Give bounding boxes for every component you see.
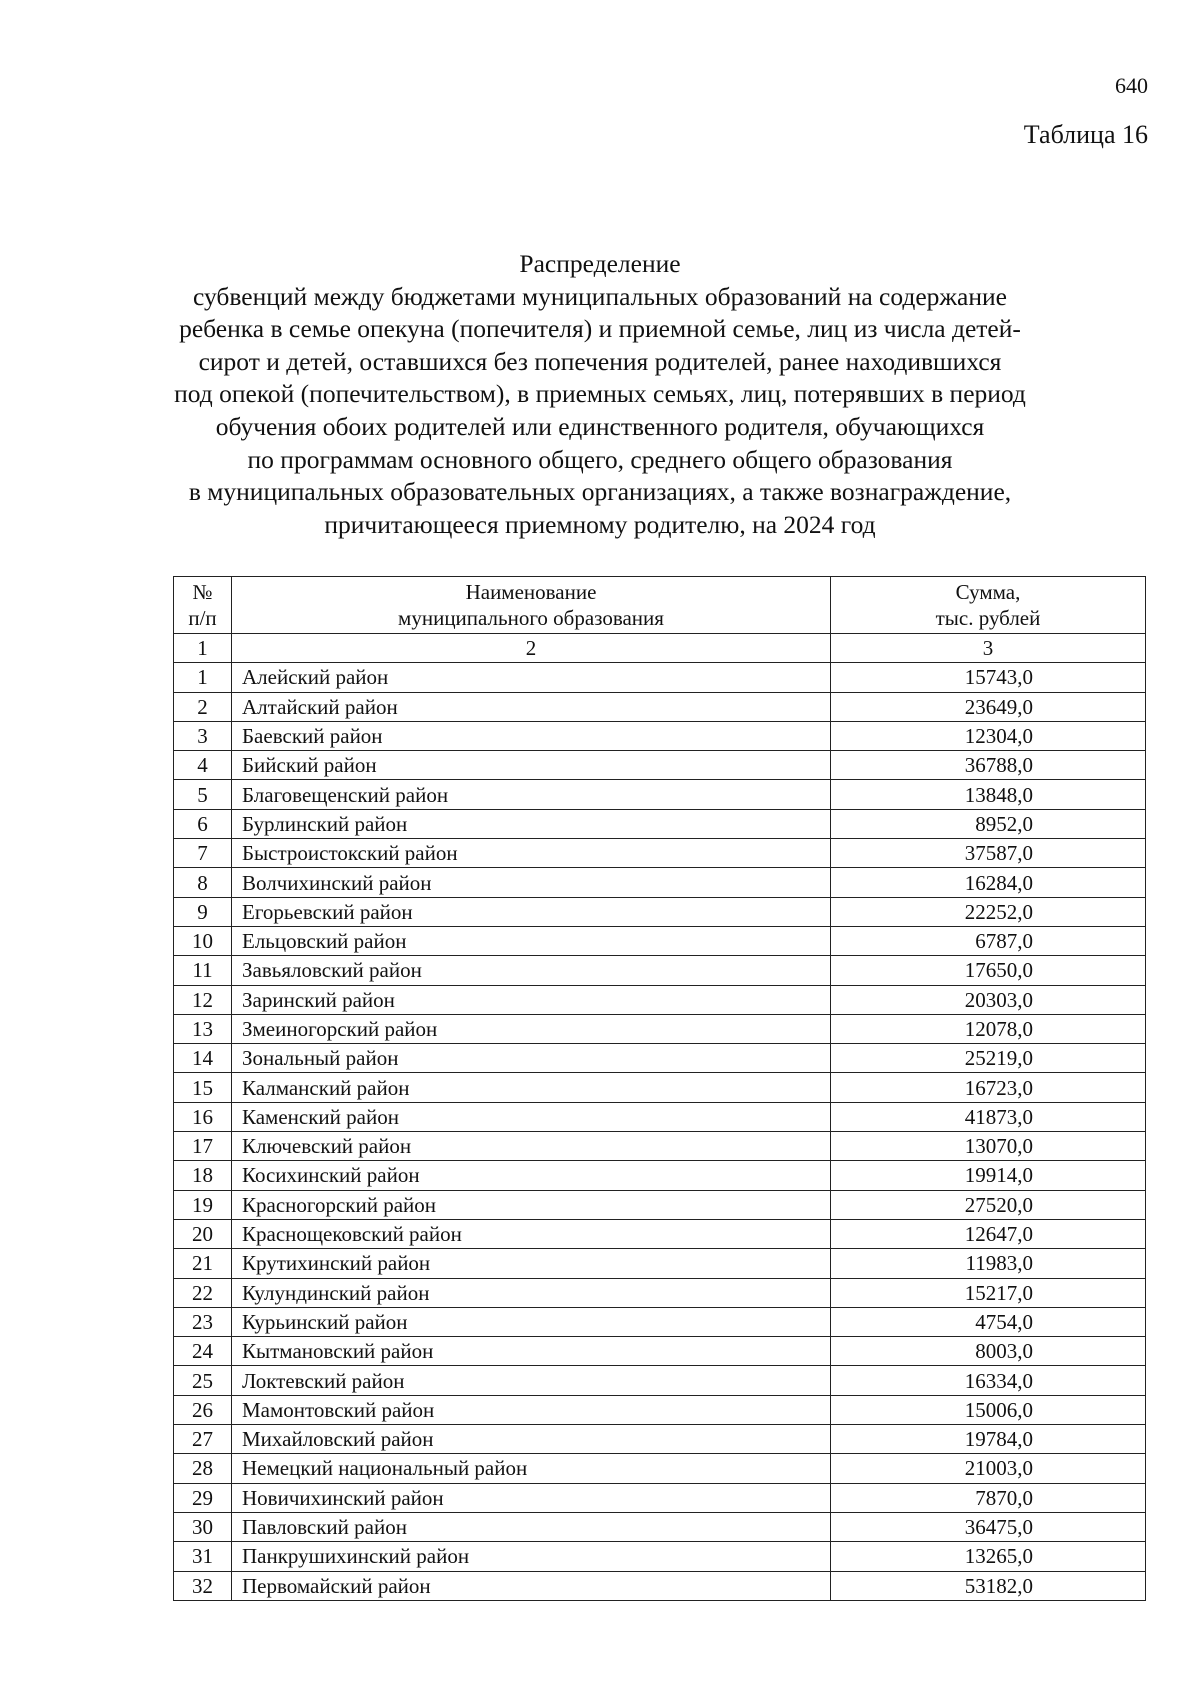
municipality-name: Егорьевский район — [232, 897, 831, 926]
municipality-name: Кулундинский район — [232, 1278, 831, 1307]
table-row — [174, 868, 1146, 897]
municipality-name: Ельцовский район — [232, 926, 831, 955]
row-number: 10 — [174, 926, 232, 955]
heading-line: причитающееся приемному родителю, на 2024 год — [324, 509, 876, 539]
row-number: 25 — [174, 1366, 232, 1395]
subsidy-amount: 13265,0 — [831, 1542, 1146, 1571]
table-row — [174, 692, 1146, 721]
municipality-name: Краснощековский район — [232, 1219, 831, 1248]
subsidy-amount: 8952,0 — [831, 809, 1146, 838]
municipality-name: Красногорский район — [232, 1190, 831, 1219]
row-number: 15 — [174, 1073, 232, 1102]
municipality-name: Калманский район — [232, 1073, 831, 1102]
municipality-name: Немецкий национальный район — [232, 1454, 831, 1483]
municipality-name: Косихинский район — [232, 1161, 831, 1190]
municipality-name: Панкрушихинский район — [232, 1542, 831, 1571]
table-row — [174, 897, 1146, 926]
municipality-name: Благовещенский район — [232, 780, 831, 809]
municipality-name: Зональный район — [232, 1044, 831, 1073]
heading-line: субвенций между бюджетами муниципальных образований на содержание — [193, 281, 1007, 311]
subsidy-amount: 13848,0 — [831, 780, 1146, 809]
heading-line: по программам основного общего, среднего общего образования — [247, 444, 953, 474]
subsidy-amount: 53182,0 — [831, 1571, 1146, 1600]
table-row — [174, 1571, 1146, 1600]
row-number: 18 — [174, 1161, 232, 1190]
page-number: 640 — [1115, 73, 1148, 98]
heading-line: ребенка в семье опекуна (попечителя) и приемной семье, лиц из числа детей- — [179, 314, 1021, 344]
municipality-name: Крутихинский район — [232, 1249, 831, 1278]
table-row — [174, 751, 1146, 780]
table-row — [174, 926, 1146, 955]
table-row — [174, 1512, 1146, 1541]
table-row — [174, 1014, 1146, 1043]
municipality-name: Змеиногорский район — [232, 1014, 831, 1043]
header-sum-line: Сумма, — [955, 580, 1021, 604]
row-number: 9 — [174, 897, 232, 926]
row-number: 1 — [174, 663, 232, 692]
table-row — [174, 985, 1146, 1014]
row-number: 12 — [174, 985, 232, 1014]
row-number: 26 — [174, 1395, 232, 1424]
municipality-name: Алейский район — [232, 663, 831, 692]
municipality-name: Каменский район — [232, 1102, 831, 1131]
heading-line: под опекой (попечительством), в приемных семьях, лиц, потерявших в период — [174, 379, 1026, 409]
subsidy-amount: 36475,0 — [831, 1512, 1146, 1541]
row-number: 8 — [174, 868, 232, 897]
header-sum — [831, 577, 1146, 634]
row-number: 28 — [174, 1454, 232, 1483]
row-number: 32 — [174, 1571, 232, 1600]
subsidy-amount: 19784,0 — [831, 1425, 1146, 1454]
table-row — [174, 1219, 1146, 1248]
table-row — [174, 1307, 1146, 1336]
municipality-name: Локтевский район — [232, 1366, 831, 1395]
table-label: Таблица 16 — [1023, 120, 1148, 149]
subsidy-amount: 11983,0 — [831, 1249, 1146, 1278]
subsidy-amount: 16284,0 — [831, 868, 1146, 897]
table-row — [174, 1249, 1146, 1278]
subsidy-amount: 15006,0 — [831, 1395, 1146, 1424]
row-number: 5 — [174, 780, 232, 809]
municipality-name: Завьяловский район — [232, 956, 831, 985]
subsidy-amount: 16334,0 — [831, 1366, 1146, 1395]
subsidy-amount: 4754,0 — [831, 1307, 1146, 1336]
municipality-name: Новичихинский район — [232, 1483, 831, 1512]
municipality-name: Ключевский район — [232, 1132, 831, 1161]
row-number: 4 — [174, 751, 232, 780]
subsidy-amount: 15743,0 — [831, 663, 1146, 692]
subsidy-amount: 37587,0 — [831, 839, 1146, 868]
header-num-line: № — [192, 580, 213, 604]
row-number: 29 — [174, 1483, 232, 1512]
municipality-name: Кытмановский район — [232, 1337, 831, 1366]
table-row — [174, 1337, 1146, 1366]
column-number: 2 — [232, 634, 831, 663]
row-number: 16 — [174, 1102, 232, 1131]
municipality-name: Курьинский район — [232, 1307, 831, 1336]
row-number: 3 — [174, 721, 232, 750]
row-number: 14 — [174, 1044, 232, 1073]
subsidy-amount: 25219,0 — [831, 1044, 1146, 1073]
header-sum-line: тыс. рублей — [935, 606, 1041, 630]
row-number: 24 — [174, 1337, 232, 1366]
subsidy-amount: 27520,0 — [831, 1190, 1146, 1219]
row-number: 6 — [174, 809, 232, 838]
municipality-name: Волчихинский район — [232, 868, 831, 897]
table-row — [174, 1132, 1146, 1161]
subsidy-amount: 41873,0 — [831, 1102, 1146, 1131]
header-num-line: п/п — [188, 606, 217, 630]
subsidy-amount: 20303,0 — [831, 985, 1146, 1014]
subsidy-amount: 16723,0 — [831, 1073, 1146, 1102]
subsidy-amount: 6787,0 — [831, 926, 1146, 955]
subsidy-amount: 8003,0 — [831, 1337, 1146, 1366]
header-name — [232, 577, 831, 634]
municipality-name: Павловский район — [232, 1512, 831, 1541]
table-row — [174, 1190, 1146, 1219]
municipality-name: Заринский район — [232, 985, 831, 1014]
table-row — [174, 1395, 1146, 1424]
subsidy-amount: 23649,0 — [831, 692, 1146, 721]
row-number: 23 — [174, 1307, 232, 1336]
subsidy-amount: 12647,0 — [831, 1219, 1146, 1248]
table-body — [174, 577, 1146, 1601]
table-row — [174, 1483, 1146, 1512]
row-number: 27 — [174, 1425, 232, 1454]
subsidy-amount: 13070,0 — [831, 1132, 1146, 1161]
table-row — [174, 780, 1146, 809]
subsidy-amount: 36788,0 — [831, 751, 1146, 780]
column-number: 3 — [831, 634, 1146, 663]
table-row — [174, 1102, 1146, 1131]
column-number-row — [174, 634, 1146, 663]
municipality-name: Первомайский район — [232, 1571, 831, 1600]
municipality-name: Бурлинский район — [232, 809, 831, 838]
subsidy-amount: 17650,0 — [831, 956, 1146, 985]
table-header-row — [174, 577, 1146, 634]
row-number: 19 — [174, 1190, 232, 1219]
document-heading — [100, 248, 1100, 541]
table-row — [174, 1454, 1146, 1483]
table-row — [174, 839, 1146, 868]
row-number: 17 — [174, 1132, 232, 1161]
row-number: 31 — [174, 1542, 232, 1571]
row-number: 22 — [174, 1278, 232, 1307]
table-row — [174, 721, 1146, 750]
table-row — [174, 1425, 1146, 1454]
table-row — [174, 1366, 1146, 1395]
row-number: 13 — [174, 1014, 232, 1043]
row-number: 7 — [174, 839, 232, 868]
row-number: 2 — [174, 692, 232, 721]
row-number: 11 — [174, 956, 232, 985]
table-row — [174, 809, 1146, 838]
heading-line: Распределение — [519, 249, 681, 278]
subsidy-amount: 12078,0 — [831, 1014, 1146, 1043]
municipality-name: Мамонтовский район — [232, 1395, 831, 1424]
row-number: 20 — [174, 1219, 232, 1248]
column-number: 1 — [174, 634, 232, 663]
municipality-name: Алтайский район — [232, 692, 831, 721]
table-row — [174, 663, 1146, 692]
table-row — [174, 1161, 1146, 1190]
subsidy-amount: 12304,0 — [831, 721, 1146, 750]
header-num — [174, 577, 232, 634]
table-row — [174, 1044, 1146, 1073]
subsidy-amount: 7870,0 — [831, 1483, 1146, 1512]
table-row — [174, 1278, 1146, 1307]
municipality-name: Быстроистокский район — [232, 839, 831, 868]
subsidy-table — [173, 576, 1146, 1601]
row-number: 21 — [174, 1249, 232, 1278]
subsidy-amount: 19914,0 — [831, 1161, 1146, 1190]
heading-line: в муниципальных образовательных организациях, а также вознаграждение, — [188, 477, 1012, 507]
table-row — [174, 956, 1146, 985]
municipality-name: Михайловский район — [232, 1425, 831, 1454]
municipality-name: Бийский район — [232, 751, 831, 780]
heading-line: сирот и детей, оставшихся без попечения родителей, ранее находившихся — [198, 346, 1002, 376]
subsidy-amount: 21003,0 — [831, 1454, 1146, 1483]
municipality-name: Баевский район — [232, 721, 831, 750]
row-number: 30 — [174, 1512, 232, 1541]
header-name-line: Наименование — [465, 580, 597, 604]
heading-line: обучения обоих родителей или единственного родителя, обучающихся — [215, 411, 985, 441]
header-name-line: муниципального образования — [398, 606, 664, 630]
subsidy-amount: 15217,0 — [831, 1278, 1146, 1307]
table-row — [174, 1542, 1146, 1571]
table-row — [174, 1073, 1146, 1102]
subsidy-amount: 22252,0 — [831, 897, 1146, 926]
